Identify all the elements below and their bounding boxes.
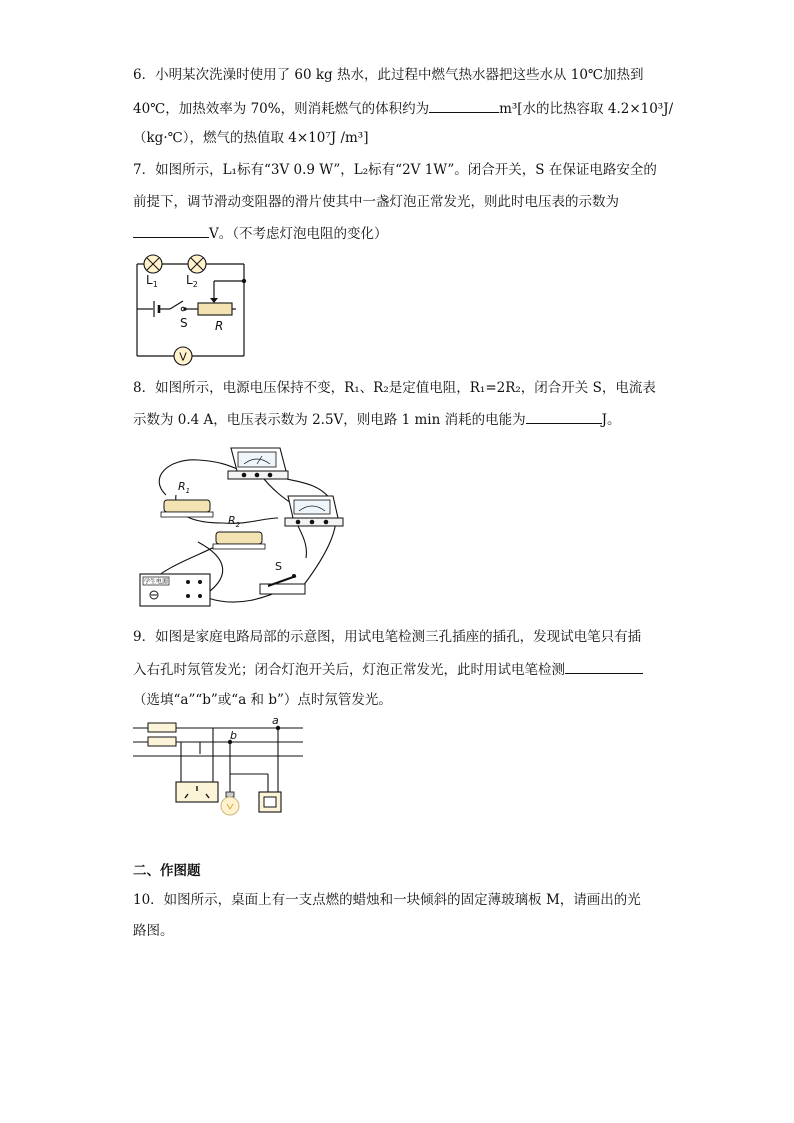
q7-line-1: 7．如图所示，L₁标有“3V 0.9 W”，L₂标有“2V 1W”。闭合开关，S 在保证电路安全的: [133, 162, 657, 178]
bulb-l1-icon: [144, 255, 162, 273]
three-hole-outlet-icon: [176, 782, 218, 802]
q8-answer-blank[interactable]: [526, 410, 602, 424]
label-l1: $L_1$: [146, 273, 158, 289]
q8-line-2b: J。: [601, 412, 621, 428]
label-r: R: [215, 319, 224, 333]
q7-answer-blank[interactable]: [133, 224, 209, 238]
q9-line-2-text: 入右孔时氖管发光；闭合灯泡开关后，灯泡正常发光，此时用试电笔检测: [133, 662, 565, 678]
svg-text:V: V: [179, 350, 187, 364]
q10-line-2: 路图。: [133, 923, 174, 939]
power-supply-device: [140, 574, 210, 606]
label-l2: $L_2$: [186, 273, 198, 289]
switch-s-device: [260, 574, 305, 594]
q6-line-3: （kg·℃），燃气的热值取 4×10⁷J /m³]: [133, 130, 369, 146]
bulb-l2-icon: [188, 255, 206, 273]
label-a: a: [272, 714, 279, 727]
q9-line-3: （选填“a”“b”或“a 和 b”）点时氖管发光。: [133, 692, 392, 708]
q6-line-1: 6．小明某次洗澡时使用了 60 kg 热水，此过程中燃气热水器把这些水从 10℃加热到: [133, 67, 644, 83]
q7-line-3: [133, 224, 388, 243]
rheostat-r: [198, 303, 232, 315]
slider-arrow-icon: [210, 298, 218, 303]
q8-line-2: [133, 410, 621, 429]
svg-text:学生电源: 学生电源: [143, 578, 169, 586]
q8-physical-circuit: [128, 438, 358, 613]
label-switch-s: S: [275, 560, 282, 573]
voltmeter-device: [228, 448, 288, 479]
q6-line-2a: 40℃，加热效率为 70%，则消耗燃气的体积约为: [133, 101, 430, 117]
label-r1: $R_1$: [178, 480, 191, 495]
q7-line-3-text: V。（不考虑灯泡电阻的变化）: [209, 226, 388, 242]
q9-line-1: 9．如图是家庭电路局部的示意图，用试电笔检测三孔插座的插孔，发现试电笔只有插: [133, 629, 642, 645]
q7-line-2: 前提下，调节滑动变阻器的滑片使其中一盏灯泡正常发光，则此时电压表的示数为: [133, 194, 619, 210]
label-r2: $R_2$: [228, 514, 241, 529]
resistor-r1-device: [161, 500, 213, 517]
q10-line-1: 10．如图所示，桌面上有一支点燃的蜡烛和一块倾斜的固定薄玻璃板 M，请画出的光: [133, 892, 641, 908]
fuse-bottom: [148, 737, 176, 746]
q9-household-circuit: [128, 714, 308, 819]
label-s: S: [180, 316, 188, 330]
q6-line-2b: m³[水的比热容取 4.2×10³J/: [499, 101, 674, 117]
section-2-title: 二、作图题: [133, 863, 201, 879]
ammeter-device: [285, 496, 343, 526]
light-bulb-icon: [221, 792, 239, 815]
q7-circuit-diagram: [128, 252, 258, 372]
label-b: b: [230, 729, 237, 742]
q8-line-2a: 示数为 0.4 A，电压表示数为 2.5V，则电路 1 min 消耗的电能为: [133, 412, 526, 428]
q6-line-2: [133, 99, 673, 118]
q6-answer-blank[interactable]: [429, 99, 499, 113]
q9-line-2: [133, 660, 643, 679]
fuse-top: [148, 723, 176, 732]
wall-switch-icon: [259, 792, 281, 812]
voltmeter-icon: [174, 347, 192, 365]
resistor-r2-device: [213, 532, 265, 549]
q8-line-1: 8．如图所示，电源电压保持不变，R₁、R₂是定值电阻，R₁=2R₂，闭合开关 S，电流表: [133, 380, 656, 396]
q9-answer-blank[interactable]: [565, 660, 643, 674]
